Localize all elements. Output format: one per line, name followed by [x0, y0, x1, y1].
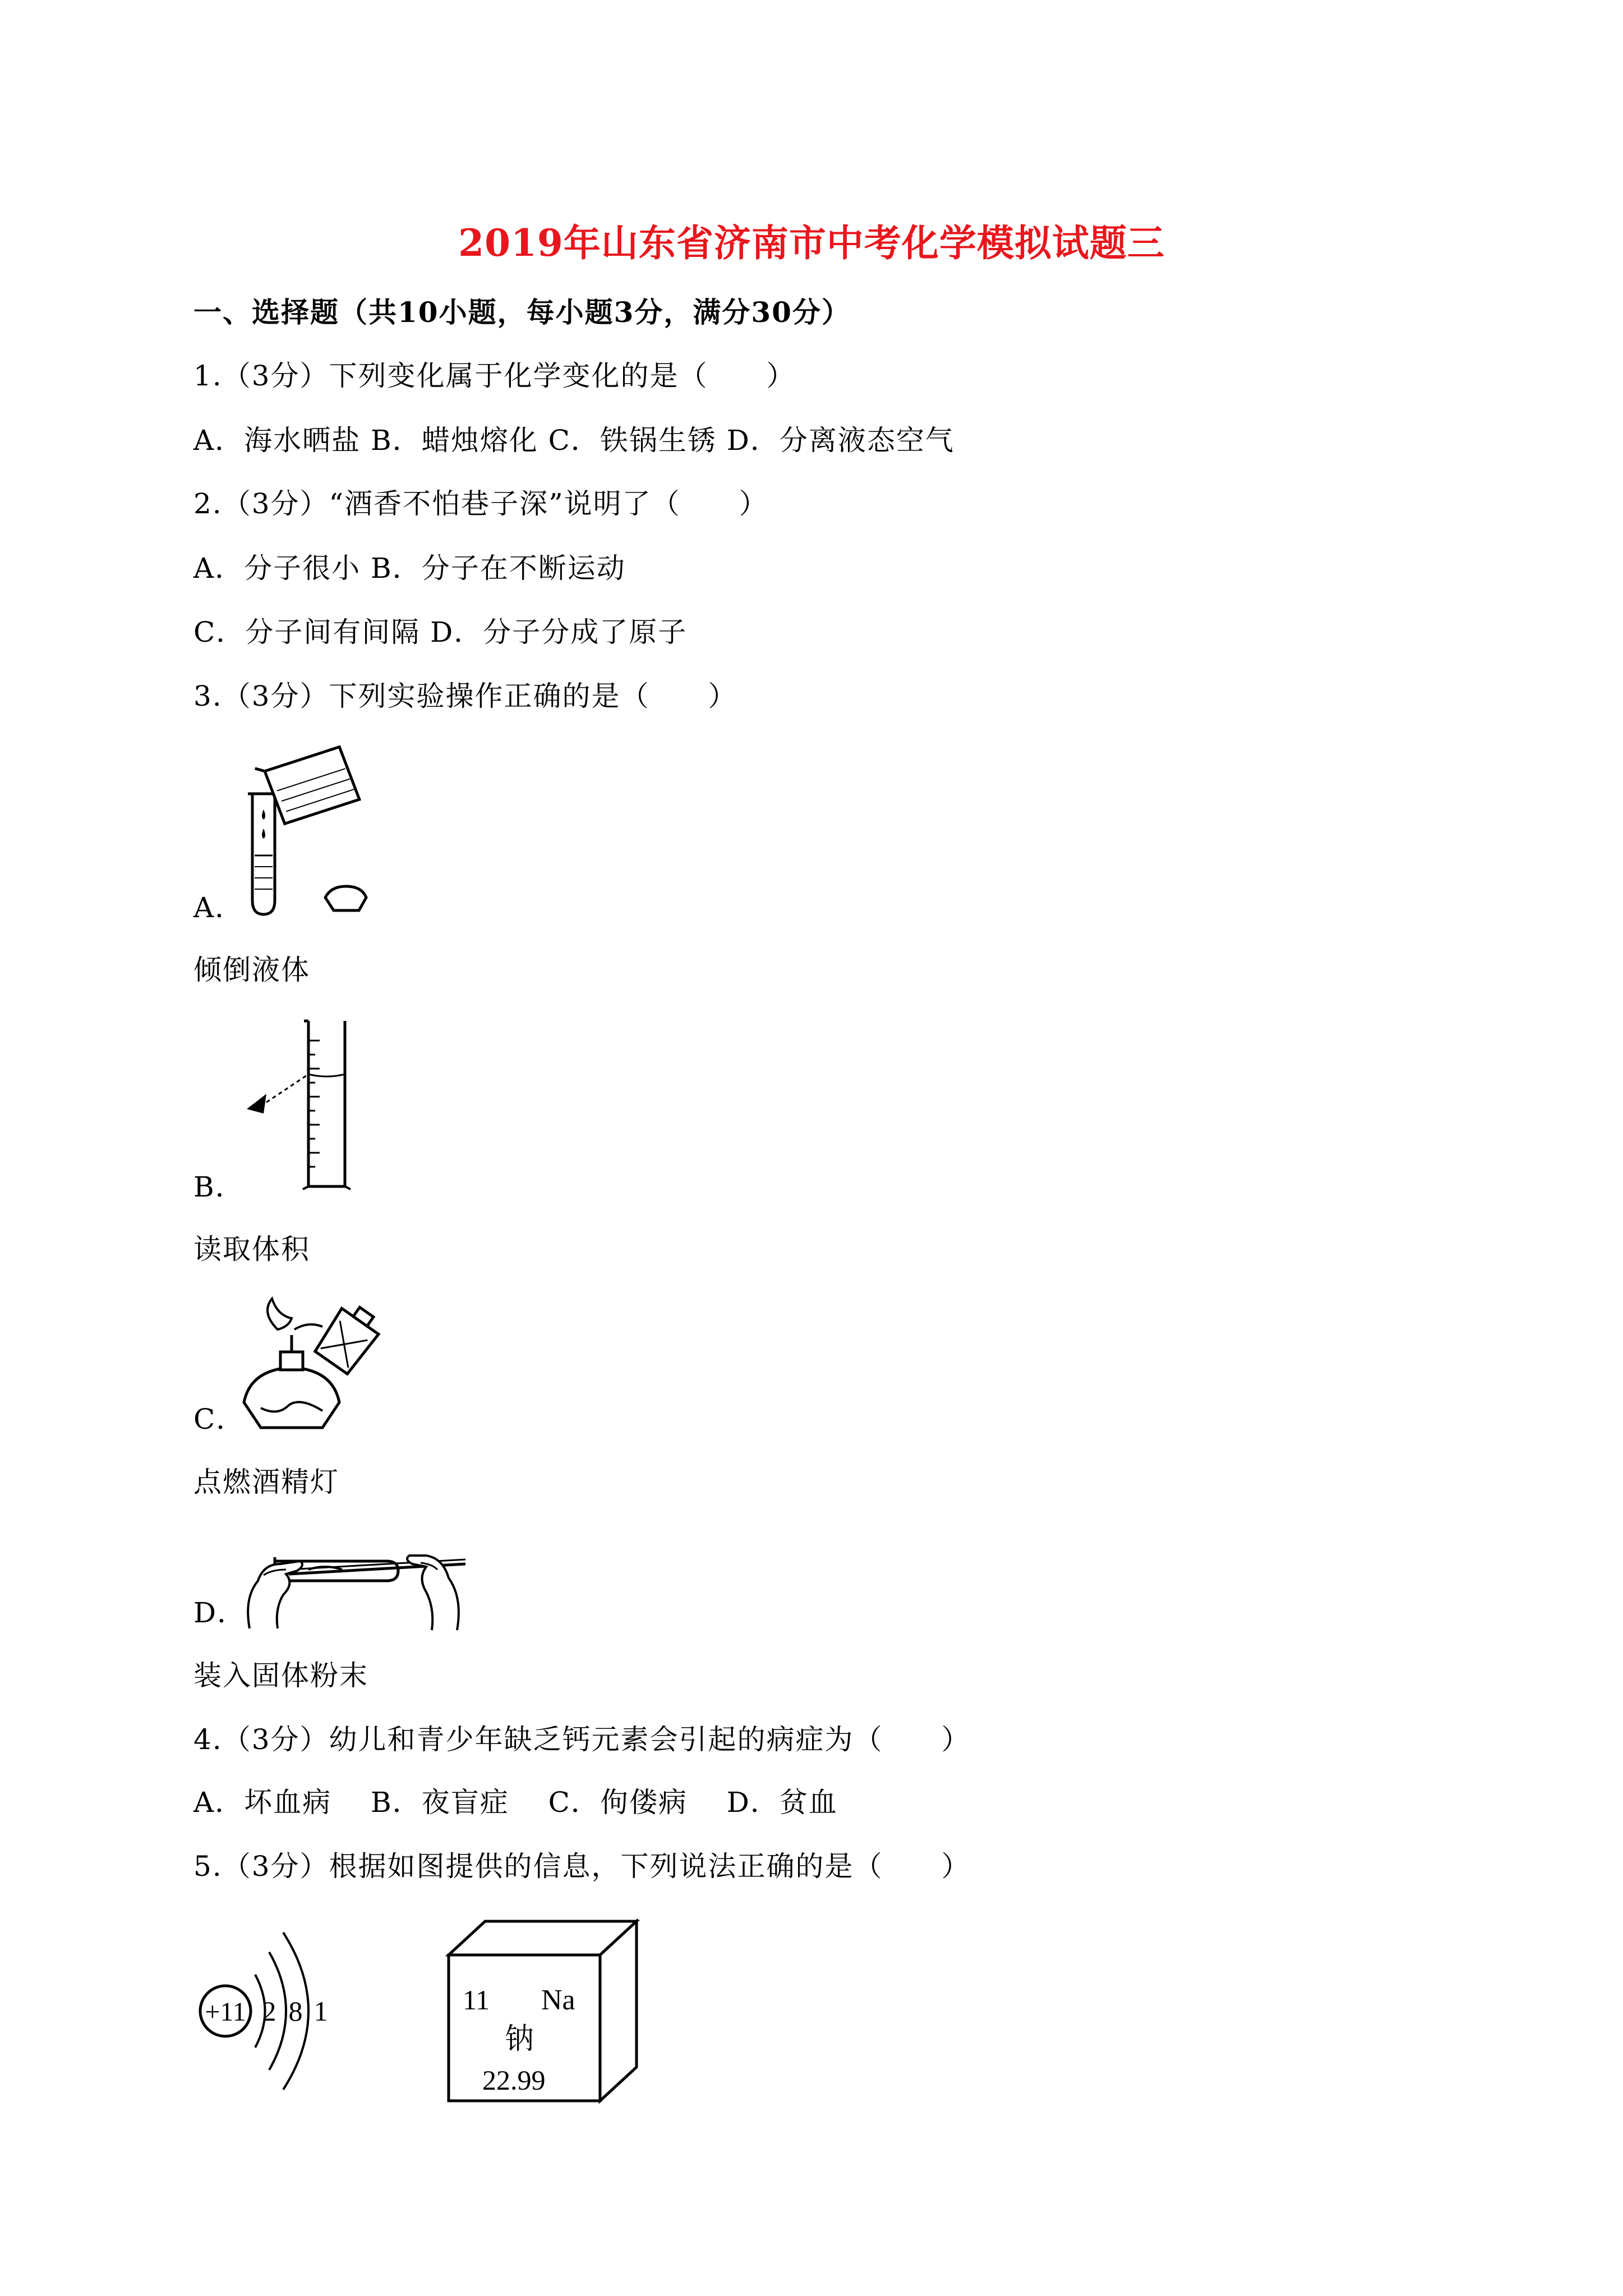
- question-2-stem: 2.（3分）“酒香不怕巷子深”说明了（ ）: [193, 487, 768, 520]
- shell-1-electrons: 2: [262, 1995, 276, 2027]
- option-d-caption: 装入固体粉末: [193, 1659, 368, 1692]
- atomic-mass: 22.99: [482, 2064, 546, 2096]
- question-2-options-line-1: A．分子很小 B．分子在不断运动: [193, 552, 626, 585]
- atomic-number: 11: [463, 1984, 490, 2016]
- question-4-options: A．坏血病 B．夜盲症 C．佝偻病 D．贫血: [193, 1786, 838, 1819]
- pouring-liquid-icon: [236, 743, 370, 923]
- element-card: [443, 1918, 645, 2106]
- nucleus-charge: +11: [205, 1997, 246, 2027]
- section-heading: 一、选择题（共10小题，每小题3分，满分30分）: [193, 296, 851, 329]
- atom-structure-diagram: [191, 1918, 348, 2104]
- option-c-caption: 点燃酒精灯: [193, 1466, 339, 1498]
- alcohol-lamp-icon: [238, 1296, 390, 1433]
- graduated-cylinder-icon: [241, 1018, 365, 1195]
- shell-3-electrons: 1: [313, 1995, 328, 2027]
- option-c-letter: C．: [193, 1403, 246, 1435]
- question-2-options-line-2: C．分子间有间隔 D．分子分成了原子: [193, 616, 688, 648]
- question-3-stem: 3.（3分）下列实验操作正确的是（ ）: [193, 680, 737, 712]
- element-symbol: Na: [541, 1984, 575, 2016]
- element-name: 钠: [505, 2023, 534, 2055]
- option-b-letter: B．: [193, 1171, 245, 1203]
- question-5-stem: 5.（3分）根据如图提供的信息，下列说法正确的是（ ）: [193, 1850, 971, 1883]
- shell-2-electrons: 8: [288, 1995, 303, 2027]
- question-1-stem: 1.（3分）下列变化属于化学变化的是（ ）: [193, 360, 796, 392]
- option-a-caption: 倾倒液体: [193, 954, 310, 986]
- question-1-options: A．海水晒盐 B．蜡烛熔化 C．铁锅生锈 D．分离液态空气: [193, 424, 955, 457]
- page-title: 2019年山东省济南市中考化学模拟试题三: [458, 221, 1165, 265]
- question-4-stem: 4.（3分）幼儿和青少年缺乏钙元素会引起的病症为（ ）: [193, 1723, 971, 1756]
- test-tube-powder-icon: [241, 1530, 482, 1631]
- option-d-letter: D．: [193, 1596, 247, 1629]
- option-a-letter: A．: [193, 891, 245, 924]
- option-b-caption: 读取体积: [193, 1233, 310, 1266]
